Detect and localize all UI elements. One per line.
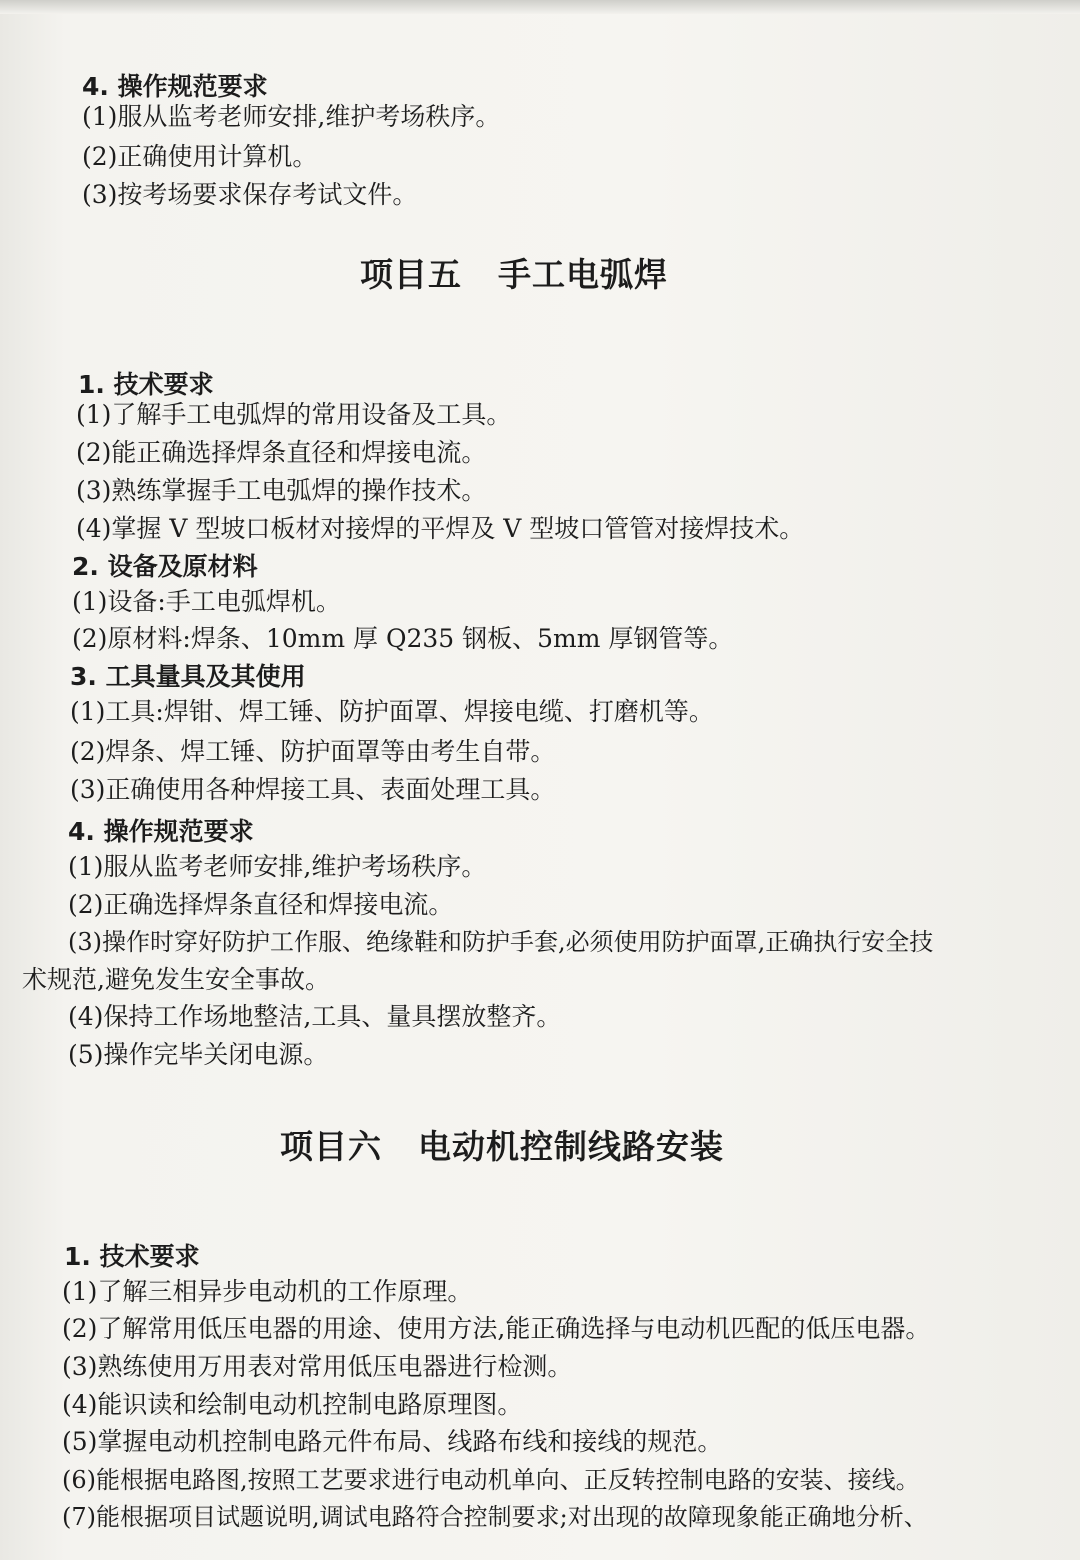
ops-item-prev-3: (3)按考场要求保存考试文件。	[82, 180, 418, 209]
p5-tech-item-2: (2)能正确选择焊条直径和焊接电流。	[76, 438, 487, 467]
p6-tech-item-4: (4)能识读和绘制电动机控制电路原理图。	[62, 1390, 523, 1419]
p6-tech-item-7: (7)能根据项目试题说明,调试电路符合控制要求;对出现的故障现象能正确地分析、	[62, 1503, 928, 1531]
p6-tech-heading: 1. 技术要求	[64, 1242, 200, 1271]
p6-tech-item-6: (6)能根据电路图,按照工艺要求进行电动机单向、正反转控制电路的安装、接线。	[62, 1466, 920, 1494]
ops-heading-prev: 4. 操作规范要求	[82, 72, 268, 101]
p5-ops-item-3-cont: 术规范,避免发生安全事故。	[22, 965, 330, 994]
project5-title	[360, 253, 668, 297]
project6-name: 电动机控制线路安装	[418, 1127, 724, 1166]
p5-tools-item-1: (1)工具:焊钳、焊工锤、防护面罩、焊接电缆、打磨机等。	[70, 697, 714, 726]
ops-item-prev-1: (1)服从监考老师安排,维护考场秩序。	[82, 102, 501, 131]
p6-tech-item-3: (3)熟练使用万用表对常用低压电器进行检测。	[62, 1352, 573, 1381]
p6-tech-item-2: (2)了解常用低压电器的用途、使用方法,能正确选择与电动机匹配的低压电器。	[62, 1314, 931, 1343]
p5-ops-item-3: (3)操作时穿好防护工作服、绝缘鞋和防护手套,必须使用防护面罩,正确执行安全技	[68, 928, 934, 956]
p6-tech-item-1: (1)了解三相异步电动机的工作原理。	[62, 1277, 473, 1306]
project5-number: 项目五	[360, 255, 462, 294]
p5-equip-item-2: (2)原材料:焊条、10mm 厚 Q235 钢板、5mm 厚钢管等。	[72, 624, 734, 653]
p5-tools-item-2: (2)焊条、焊工锤、防护面罩等由考生自带。	[70, 737, 556, 766]
p5-equip-item-1: (1)设备:手工电弧焊机。	[72, 587, 341, 616]
p5-tech-item-1: (1)了解手工电弧焊的常用设备及工具。	[76, 400, 512, 429]
p5-tech-item-3: (3)熟练掌握手工电弧焊的操作技术。	[76, 476, 487, 505]
p5-ops-item-1: (1)服从监考老师安排,维护考场秩序。	[68, 852, 487, 881]
p5-tools-item-3: (3)正确使用各种焊接工具、表面处理工具。	[70, 775, 556, 804]
p5-tools-heading: 3. 工具量具及其使用	[70, 662, 306, 691]
project6-number: 项目六	[280, 1127, 382, 1166]
p5-ops-item-5: (5)操作完毕关闭电源。	[68, 1040, 329, 1069]
p5-ops-item-2: (2)正确选择焊条直径和焊接电流。	[68, 890, 454, 919]
p5-tech-item-4: (4)掌握 V 型坡口板材对接焊的平焊及 V 型坡口管管对接焊技术。	[76, 514, 805, 543]
p6-tech-item-5: (5)掌握电动机控制电路元件布局、线路布线和接线的规范。	[62, 1427, 723, 1456]
project6-title	[280, 1125, 724, 1169]
p5-ops-heading: 4. 操作规范要求	[68, 817, 254, 846]
p5-tech-heading: 1. 技术要求	[78, 370, 214, 399]
project5-name: 手工电弧焊	[498, 255, 668, 294]
ops-item-prev-2: (2)正确使用计算机。	[82, 142, 318, 171]
p5-equip-heading: 2. 设备及原材料	[72, 552, 258, 581]
p5-ops-item-4: (4)保持工作场地整洁,工具、量具摆放整齐。	[68, 1002, 562, 1031]
page-top-edge	[0, 0, 1080, 14]
